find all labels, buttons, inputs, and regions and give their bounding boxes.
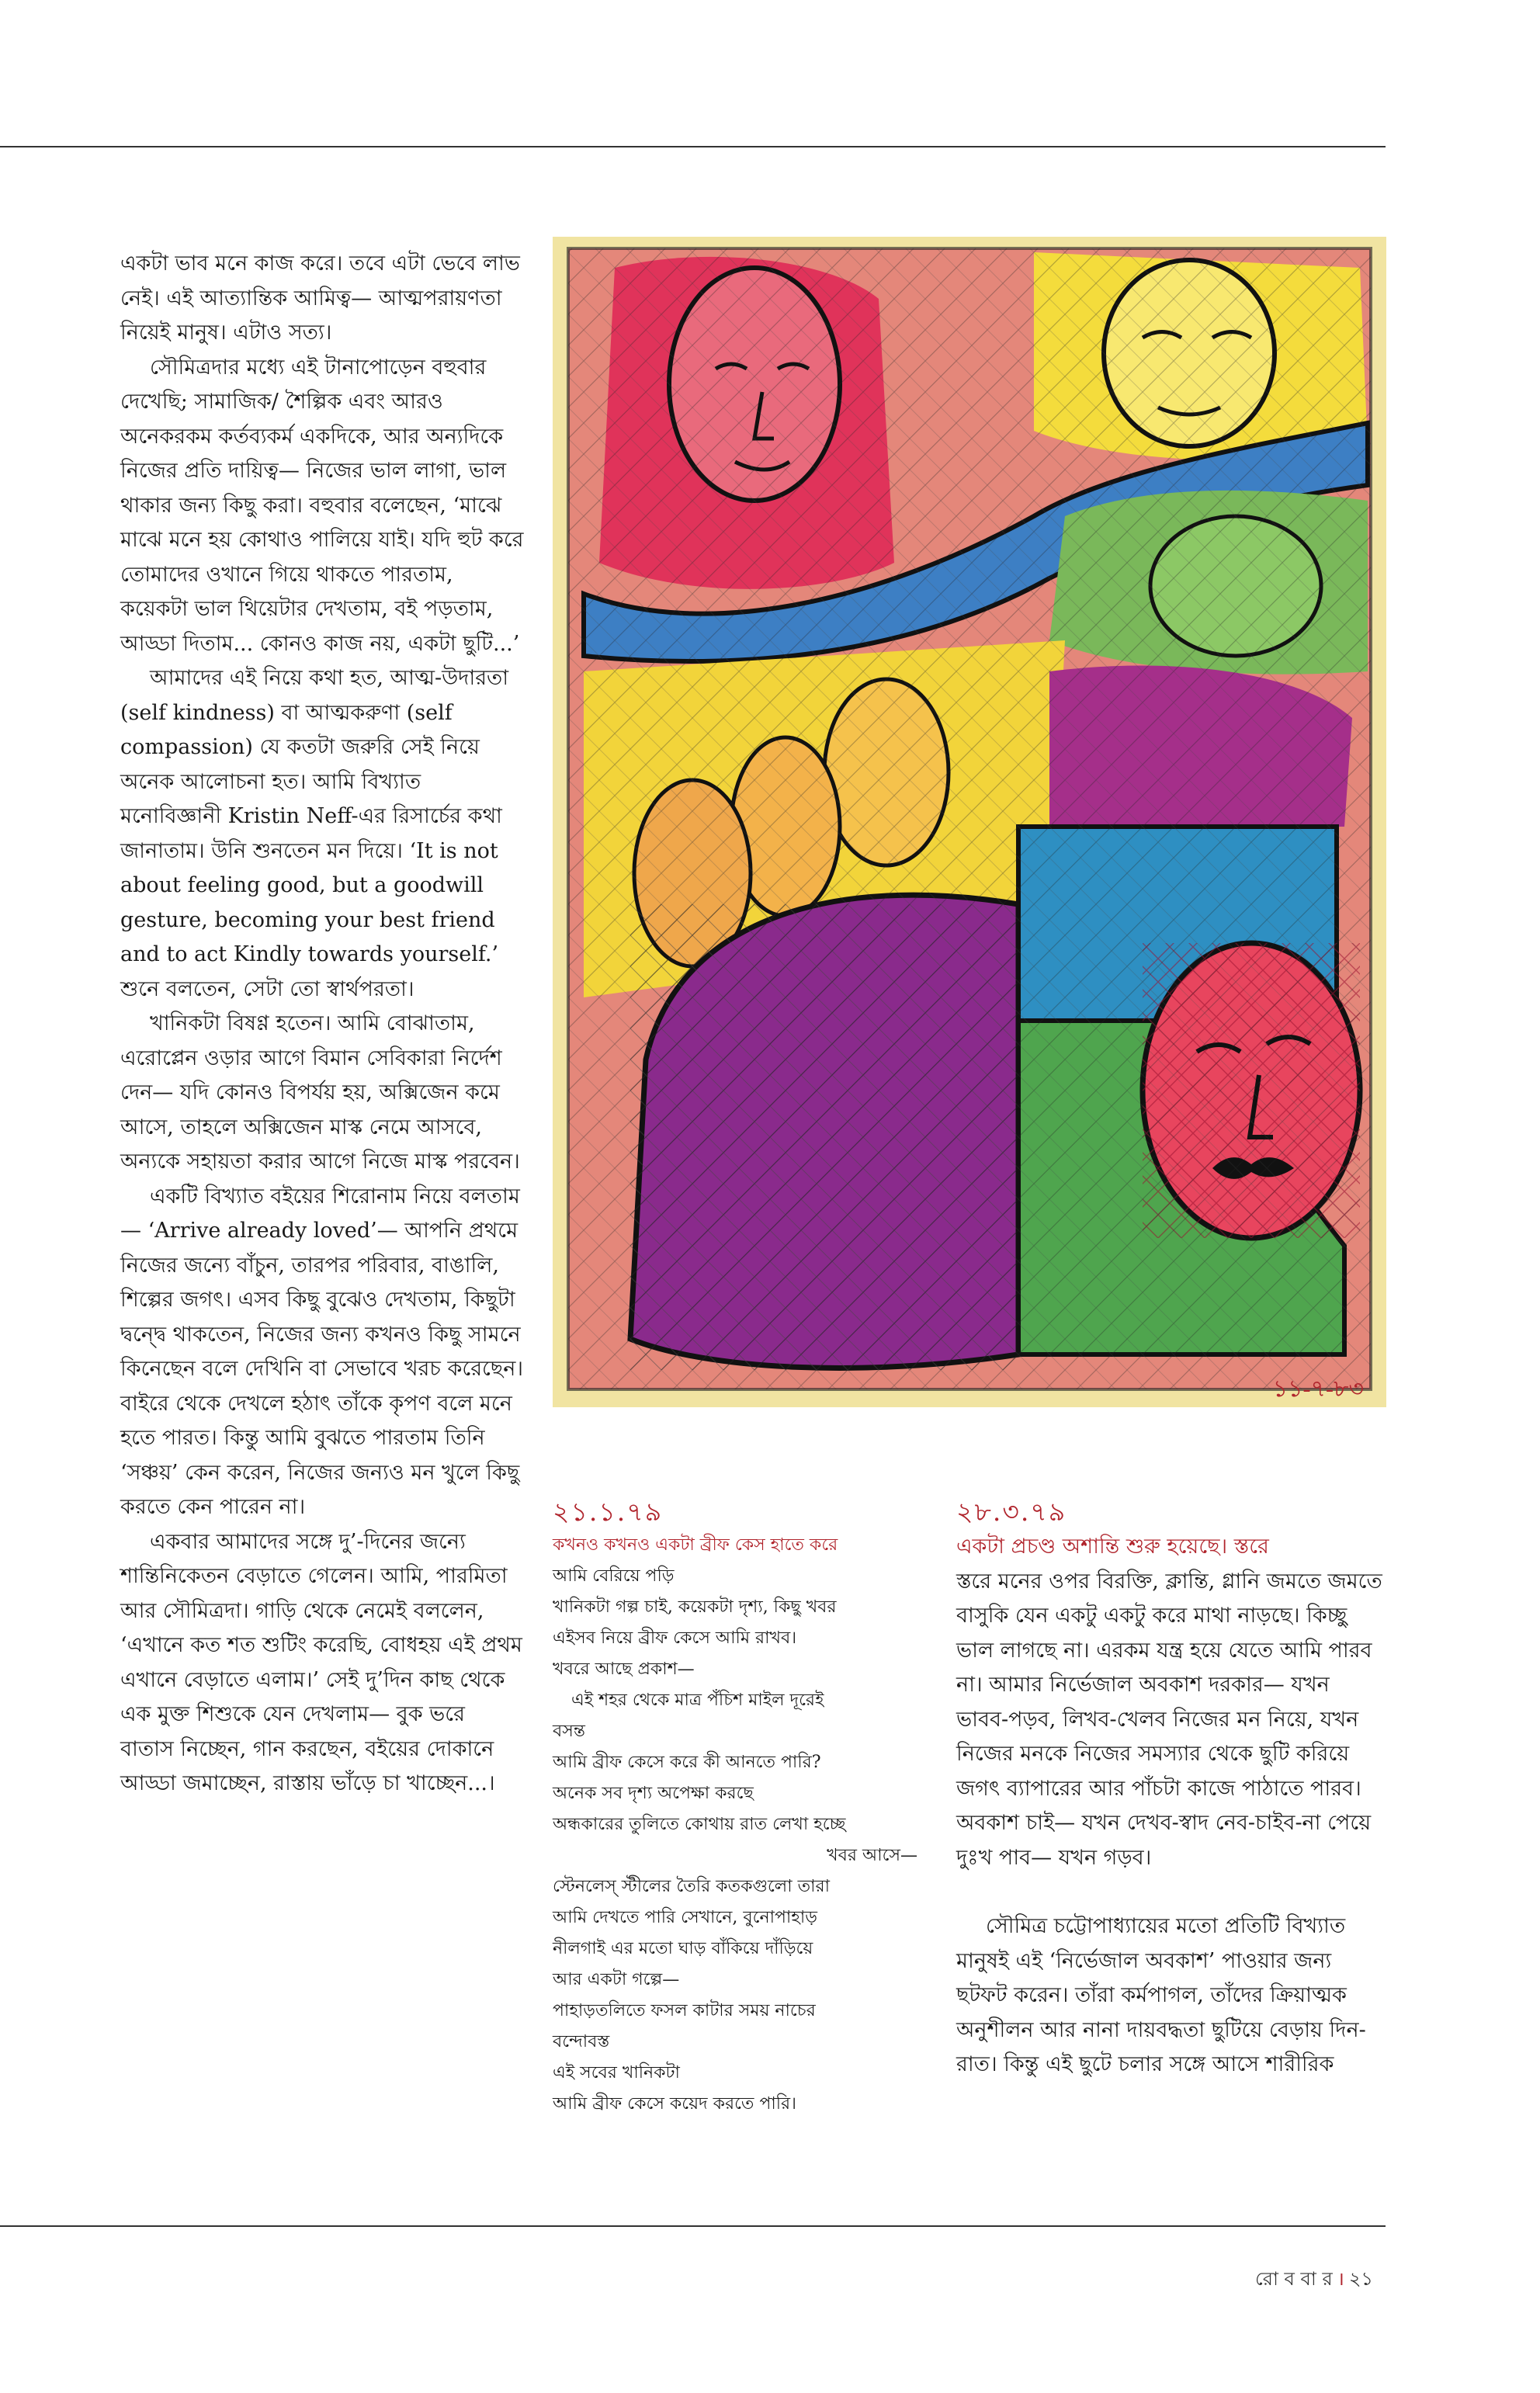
bottom-rule bbox=[0, 2225, 1386, 2227]
poem-line: অনেক সব দৃশ্য অপেক্ষা করছে bbox=[553, 1784, 754, 1803]
paragraph: একবার আমাদের সঙ্গে দু’-দিনের জন্যে শান্তিনিকেতন বেড়াতে গেলেন। আমি, পারমিতা আর সৌমিত্রদা। গাড়ি থেকে নেমেই বললেন, ‘এখানে কত শত শুটিং করেছি, বোধহয় এই প্রথম এখানে বেড়াতে এলাম।’ সেই দু’দিন কাছ থেকে এক মুক্ত শিশুকে যেন দেখলাম— বুক ভরে বাতাস নিচ্ছেন, গান করছেন, বইয়ের দোকানে আড্ডা জমাচ্ছেন, রাস্তায় ভাঁড়ে চা খাচ্ছেন...। bbox=[120, 1529, 522, 1795]
poem-line: নীলগাই এর মতো ঘাড় বাঁকিয়ে দাঁড়িয়ে bbox=[553, 1939, 813, 1958]
paragraph: একটা ভাব মনে কাজ করে। তবে এটা ভেবে লাভ নেই। এই আত্যান্তিক আমিত্ব— আত্মপরায়ণতা নিয়েই মানুষ। এটাও সত্য। bbox=[120, 251, 520, 345]
paragraph: সৌমিত্রদার মধ্যে এই টানাপোড়েন বহুবার দেখেছি; সামাজিক/ শৈল্পিক এবং আরও অনেকরকম কর্তব্যকর্ম একদিকে, আর অন্যদিকে নিজের প্রতি দায়িত্ব— নিজের ভাল লাগা, ভাল থাকার জন্য কিছু করা। বহুবার বলেছেন, ‘মাঝে মাঝে মনে হয় কোথাও পালিয়ে যাই। যদি হুট করে তোমাদের ওখানে গিয়ে থাকতে পারতাম, কয়েকটা ভাল থিয়েটার দেখতাম, বই পড়তাম, আড্ডা দিতাম... কোনও কাজ নয়, একটা ছুটি...’ bbox=[120, 355, 524, 656]
diary-body: স্তরে মনের ওপর বিরক্তি, ক্লান্তি, গ্লানি জমতে জমতে বাসুকি যেন একটু একটু করে মাথা নাড়ছে। কিচ্ছু ভাল লাগছে না। এরকম যন্ত্র হয়ে যেতে আমি পারব না। আমার নির্ভেজাল অবকাশ দরকার— যখন ভাবব-পড়ব, লিখব-খেলব নিজের মন নিয়ে, যখন নিজের মনকে নিজের সমস্যার থেকে ছুটি করিয়ে জগৎ ব্যাপারের আর পাঁচটা কাজে পাঠাতে পারব। অবকাশ চাই— যখন দেখব-স্বাদ নেব-চাইব-না পেয়ে দুঃখ পাব— যখন গড়ব। bbox=[956, 1569, 1382, 1870]
poem-date: ২১.১.৭৯ bbox=[553, 1496, 664, 1527]
paragraph: একটি বিখ্যাত বইয়ের শিরোনাম নিয়ে বলতাম— ‘Arrive already loved’— আপনি প্রথমে নিজের জন্যে বাঁচুন, তারপর পরিবার, বাঙালি, শিল্পের জগৎ। এসব কিছু বুঝেও দেখতাম, কিছুটা দ্বন্দ্বে থাকতেন, নিজের জন্য কখনও কিছু সামনে কিনেছেন বলে দেখিনি বা সেভাবে খরচ করেছেন। বাইরে থেকে দেখলে হঠাৎ তাঁকে কৃপণ বলে মনে হতে পারত। কিন্তু আমি বুঝতে পারতাম তিনি ‘সঞ্চয়’ কেন করেন, নিজের জন্যও মন খুলে কিছু করতে কেন পারেন না। bbox=[120, 1184, 524, 1519]
diary-date: ২৮.৩.৭৯ bbox=[956, 1496, 1067, 1527]
poem-line: আমি দেখতে পারি সেখানে, বুনোপাহাড় bbox=[553, 1908, 817, 1927]
footer-separator: । bbox=[1337, 2268, 1344, 2290]
page-footer bbox=[1255, 2265, 1373, 2296]
poem-line: বসন্ত bbox=[553, 1722, 585, 1741]
artwork-signature: ১১-৭-৮৩ bbox=[1272, 1376, 1364, 1402]
left-text-column bbox=[120, 247, 524, 1802]
poem-block bbox=[553, 1494, 917, 2120]
poem-line: পাহাড়তলিতে ফসল কাটার সময় নাচের bbox=[553, 2001, 816, 2020]
diary-block bbox=[956, 1494, 1387, 2083]
diary-lead-line: একটা প্রচণ্ড অশান্তি শুরু হয়েছে। স্তরে bbox=[956, 1535, 1269, 1559]
magazine-name: রো ব বা র bbox=[1255, 2268, 1333, 2290]
poem-line: খবরে আছে প্রকাশ— bbox=[553, 1659, 695, 1679]
poem-line: এইসব নিয়ে ব্রীফ কেসে আমি রাখব। bbox=[553, 1628, 797, 1648]
poem-lead-line: কখনও কখনও একটা ব্রীফ কেস হাতে করে bbox=[553, 1535, 838, 1555]
closing-paragraph: সৌমিত্র চট্টোপাধ্যায়ের মতো প্রতিটি বিখ্যাত মানুষই এই ‘নির্ভেজাল অবকাশ’ পাওয়ার জন্য ছটফট করেন। তাঁরা কর্মপাগল, তাঁদের ক্রিয়াত্মক অনুশীলন আর নানা দায়বদ্ধতা ছুটিয়ে বেড়ায় দিন-রাত। কিন্তু এই ছুটে চলার সঙ্গে আসে শারীরিক bbox=[956, 1914, 1366, 2076]
top-rule bbox=[0, 146, 1386, 147]
poem-line: অন্ধকারের তুলিতে কোথায় রাত লেখা হচ্ছে bbox=[553, 1815, 846, 1834]
poem-line: আমি বেরিয়ে পড়ি bbox=[553, 1566, 675, 1586]
paragraph: আমাদের এই নিয়ে কথা হত, আত্ম-উদারতা (self kindness) বা আত্মকরুণা (self compassion) যে কতটা জরুরি সেই নিয়ে অনেক আলোচনা হত। আমি বিখ্যাত মনোবিজ্ঞানী Kristin Neff-এর রিসার্চের কথা জানাতাম। উনি শুনতেন মন দিয়ে। ‘It is not about feeling good, but a goodwill gesture, becoming your best friend and to act Kindly towards yourself.’ শুনে বলতেন, সেটা তো স্বার্থপরতা। bbox=[120, 666, 509, 1001]
poem-line: খানিকটা গল্প চাই, কয়েকটা দৃশ্য, কিছু খবর bbox=[553, 1597, 837, 1617]
artwork-illustration bbox=[553, 237, 1386, 1407]
poem-line: আর একটা গল্পে— bbox=[553, 1970, 680, 1989]
poem-line: আমি ব্রীফ কেসে করে কী আনতে পারি? bbox=[553, 1753, 821, 1772]
poem-line: এই শহর থেকে মাত্র পঁচিশ মাইল দূরেই bbox=[571, 1691, 824, 1710]
page-number: ২১ bbox=[1348, 2268, 1373, 2290]
poem-line: আমি ব্রীফ কেসে কয়েদ করতে পারি। bbox=[553, 2094, 797, 2114]
paragraph: খানিকটা বিষণ্ণ হতেন। আমি বোঝাতাম, এরোপ্লেন ওড়ার আগে বিমান সেবিকারা নির্দেশ দেন— যদি কোনও বিপর্যয় হয়, অক্সিজেন কমে আসে, তাহলে অক্সিজেন মাস্ক নেমে আসবে, অন্যকে সহায়তা করার আগে নিজে মাস্ক পরবেন। bbox=[120, 1011, 520, 1174]
poem-line: স্টেনলেস্ স্টীলের তৈরি কতকগুলো তারা bbox=[553, 1877, 830, 1896]
poem-line: বন্দোবস্ত bbox=[553, 2032, 610, 2051]
poem-line: এই সবের খানিকটা bbox=[553, 2063, 680, 2083]
poem-line: খবর আসে— bbox=[827, 1846, 917, 1865]
artwork-canvas bbox=[553, 237, 1386, 1407]
